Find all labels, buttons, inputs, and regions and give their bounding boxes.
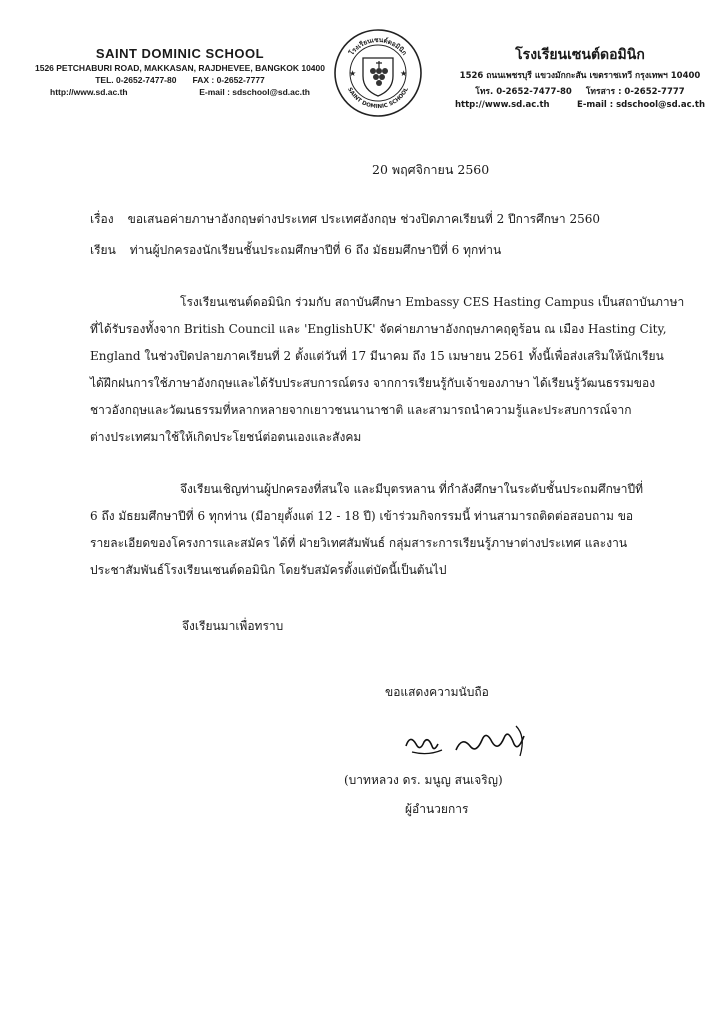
email-en: E-mail : sdschool@sd.ac.th	[199, 87, 310, 97]
paragraph-line: ต่างประเทศมาใช้ให้เกิดประโยชน์ต่อตนเองและสังคม	[90, 430, 362, 444]
paragraph-line: 6 ถึง มัธยมศึกษาปีที่ 6 ทุกท่าน (มีอายุตั้งแต่ 12 - 18 ปี) เข้าร่วมกิจกรรมนี้ ท่านสามารถติดต่อสอบถาม ขอ	[90, 509, 634, 523]
subject-label: เรื่อง	[90, 212, 114, 226]
svg-text:★: ★	[349, 69, 357, 78]
tel-th: โทร. 0-2652-7477-80	[475, 87, 572, 97]
paragraph-line: England ในช่วงปิดปลายภาคเรียนที่ 2 ตั้งแต่วันที่ 17 มีนาคม ถึง 15 เมษายน 2561 ทั้งนี้เพื่อส่งเสริมให้นักเรียน	[90, 349, 664, 363]
website-en: http://www.sd.ac.th	[50, 87, 128, 97]
signer-name: (บาทหลวง ดร. มนูญ สนเจริญ)	[344, 773, 503, 787]
regards-text: ขอแสดงความนับถือ	[385, 685, 489, 699]
contact-row-en	[30, 75, 330, 85]
paragraph-line: โรงเรียนเซนต์ดอมินิก ร่วมกับ สถาบันศึกษา Embassy CES Hasting Campus เป็นสถาบันภาษา	[180, 295, 685, 309]
website-th: http://www.sd.ac.th	[455, 100, 550, 110]
tel-en: TEL. 0-2652-7477-80	[95, 75, 177, 85]
body-paragraph-1	[90, 293, 685, 455]
contact-row-th	[445, 84, 715, 98]
svg-text:★: ★	[400, 69, 408, 78]
school-crest-icon	[333, 28, 423, 118]
handwritten-signature	[398, 716, 548, 766]
web-row-th	[445, 100, 715, 110]
salutation-line	[90, 241, 501, 260]
paragraph-line: ชาวอังกฤษและวัฒนธรรมที่หลากหลายจากเยาวชนนานาชาติ และสามารถนำความรู้และประสบการณ์จาก	[90, 403, 632, 417]
subject-line	[90, 210, 600, 229]
subject-text: ขอเสนอค่ายภาษาอังกฤษต่างประเทศ ประเทศอังกฤษ ช่วงปิดภาคเรียนที่ 2 ปีการศึกษา 2560	[127, 212, 601, 226]
logo-top-text: โรงเรียนเซนต์ดอมินิก	[347, 35, 409, 57]
address-th: 1526 ถนนเพชรบุรี แขวงมักกะสัน เขตราชเทวี กรุงเทพฯ 10400	[459, 71, 701, 81]
salutation-text: ท่านผู้ปกครองนักเรียนชั้นประถมศึกษาปีที่ 6 ถึง มัธยมศึกษาปีที่ 6 ทุกท่าน	[129, 243, 502, 257]
school-name-en: SAINT DOMINIC SCHOOL	[95, 46, 265, 61]
paragraph-line: รายละเอียดของโครงการและสมัคร ได้ที่ ฝ่ายวิเทศสัมพันธ์ กลุ่มสาระการเรียนรู้ภาษาต่างประเทศ และงาน	[90, 536, 628, 550]
paragraph-line: ประชาสัมพันธ์โรงเรียนเซนต์ดอมินิก โดยรับสมัครตั้งแต่บัดนี้เป็นต้นไป	[90, 563, 447, 577]
letter-date: 20 พฤศจิกายน 2560	[372, 162, 490, 177]
paragraph-line: ที่ได้รับรองทั้งจาก British Council และ 'EnglishUK' จัดค่ายภาษาอังกฤษภาคฤดูร้อน ณ เมือง Hasting City,	[90, 322, 667, 336]
paragraph-line: ได้ฝึกฝนการใช้ภาษาอังกฤษและได้รับประสบการณ์ตรง จากการเรียนรู้กับเจ้าของภาษา ได้เรียนรู้วัฒนธรรมของ	[90, 376, 656, 390]
body-paragraph-2	[90, 480, 675, 588]
email-th: E-mail : sdschool@sd.ac.th	[577, 100, 705, 110]
closing-text: จึงเรียนมาเพื่อทราบ	[182, 619, 284, 633]
school-name-th: โรงเรียนเซนต์ดอมินิก	[515, 47, 645, 63]
fax-en: FAX : 0-2652-7777	[192, 75, 265, 85]
header-thai	[445, 44, 715, 110]
logo-bottom-text: SAINT DOMINIC SCHOOL	[346, 86, 410, 111]
web-row-en	[30, 87, 330, 97]
fax-th: โทรสาร : 0-2652-7777	[585, 87, 685, 97]
address-en: 1526 PETCHABURI ROAD, MAKKASAN, RAJDHEVEE, BANGKOK 10400	[34, 63, 325, 73]
header-english	[30, 46, 330, 97]
signer-position: ผู้อำนวยการ	[405, 802, 469, 816]
salutation-label: เรียน	[90, 243, 116, 257]
paragraph-line: จึงเรียนเชิญท่านผู้ปกครองที่สนใจ และมีบุตรหลาน ที่กำลังศึกษาในระดับชั้นประถมศึกษาปีที่	[180, 482, 644, 496]
